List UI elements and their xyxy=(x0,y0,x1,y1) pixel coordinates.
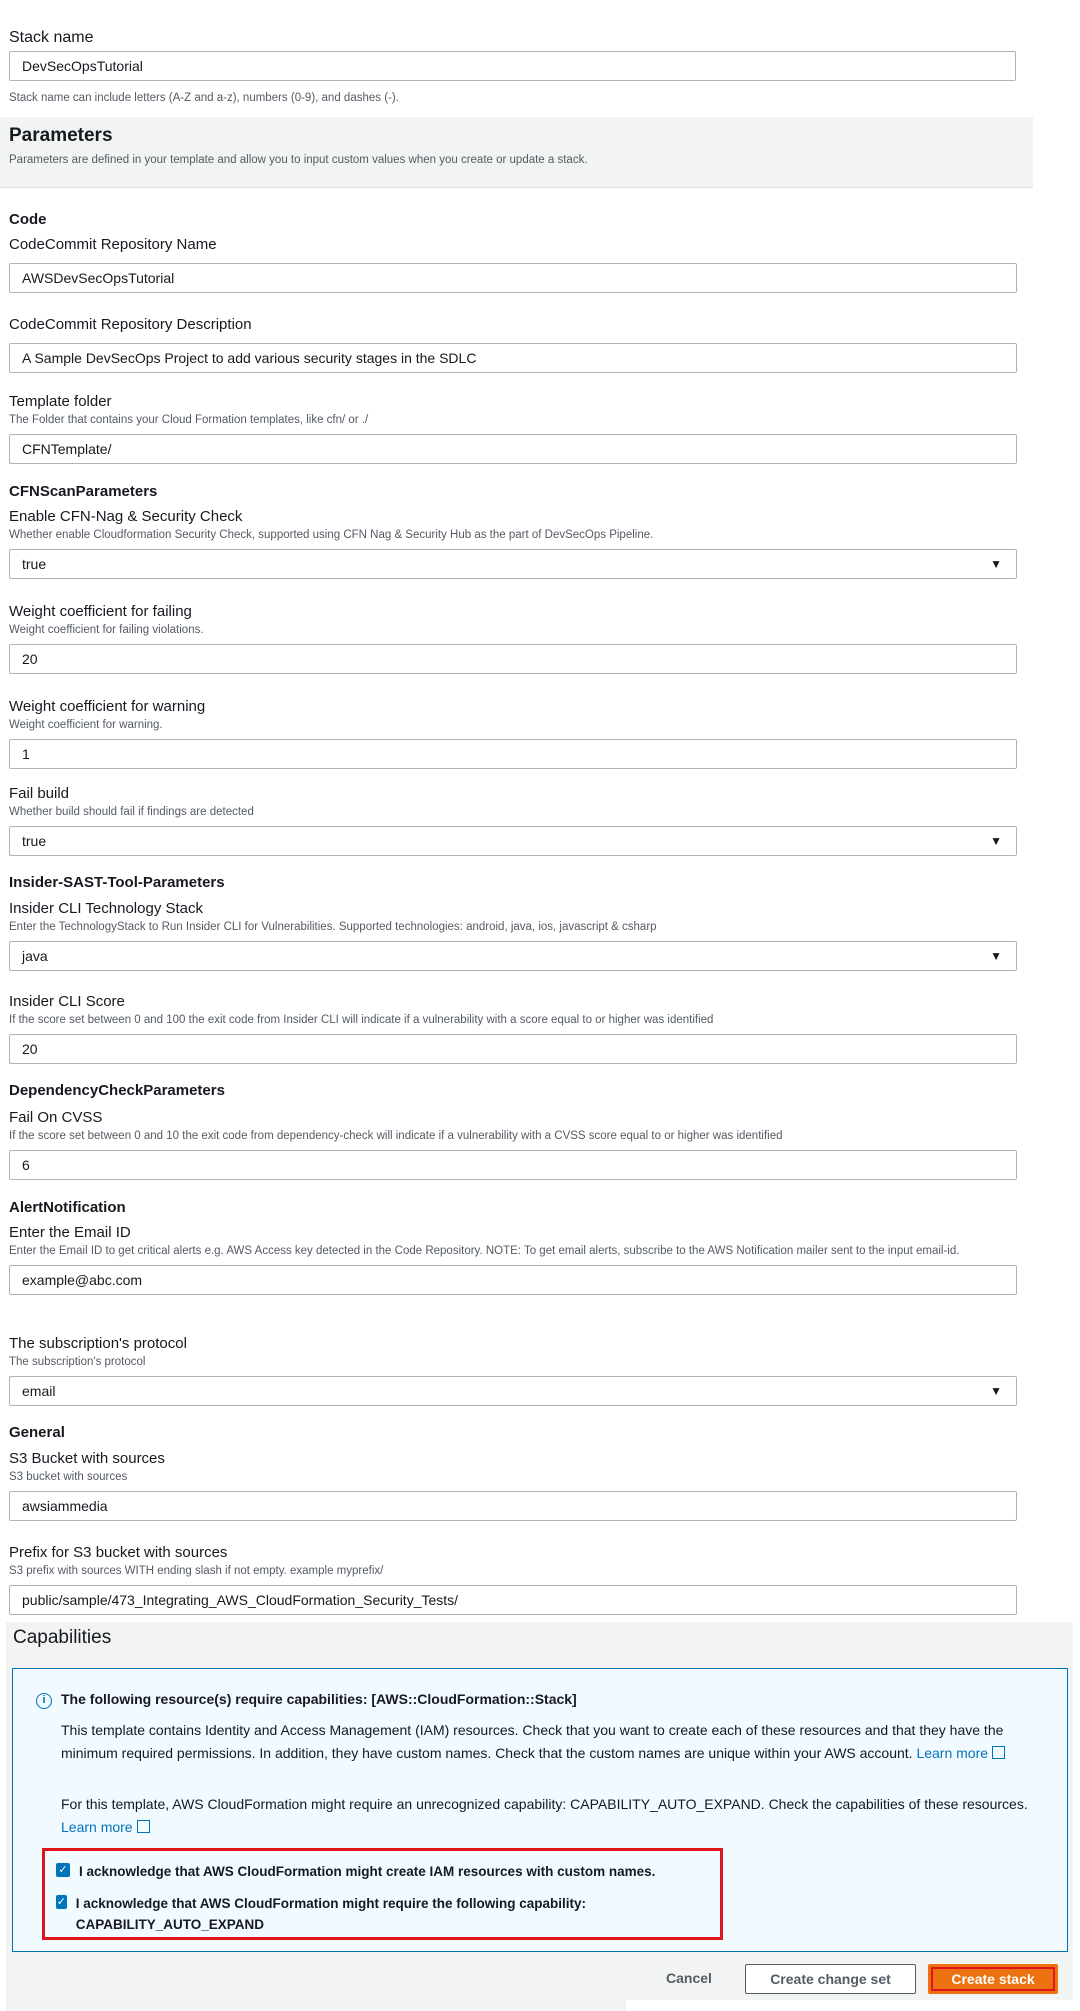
field-description: If the score set between 0 and 10 the exit code from dependency-check will indicate if a vulnerability with a CVSS score equal to or higher was identified xyxy=(9,1130,783,1142)
learn-more-link[interactable]: Learn more xyxy=(61,1819,133,1835)
acknowledgement-highlight xyxy=(42,1848,723,1940)
ack-iam-checkbox-row[interactable] xyxy=(56,1863,655,1880)
section-heading: AlertNotification xyxy=(9,1199,126,1216)
parameters-description: Parameters are defined in your template and allow you to input custom values when you create or update a stack. xyxy=(9,154,588,166)
field-description: The Folder that contains your Cloud Formation templates, like cfn/ or ./ xyxy=(9,414,369,426)
field-label: Fail On CVSS xyxy=(9,1109,103,1126)
field-select[interactable] xyxy=(9,826,1017,856)
capability-text: For this template, AWS CloudFormation might require an unrecognized capability: CAPABILITY_AUTO_EXPAND. Check the capabilities of these resources. xyxy=(61,1796,1028,1812)
field-input[interactable] xyxy=(9,1034,1017,1064)
section-heading: CFNScanParameters xyxy=(9,483,158,500)
field-select[interactable] xyxy=(9,1376,1017,1406)
field-select[interactable] xyxy=(9,941,1017,971)
caret-down-icon: ▼ xyxy=(990,1384,1002,1398)
iam-text: This template contains Identity and Access Management (IAM) resources. Check that you want to create each of these resources and that they have the minimum required permissions. In addition, they have custom names. Check that the custom names are unique within your AWS account. xyxy=(61,1722,1004,1761)
capabilities-panel xyxy=(6,1622,1073,2011)
stack-name-input[interactable]: DevSecOpsTutorial xyxy=(9,51,1016,81)
field-description: Whether build should fail if findings are detected xyxy=(9,806,254,818)
field-description: Weight coefficient for warning. xyxy=(9,719,163,731)
field-label: Insider CLI Score xyxy=(9,993,125,1010)
field-value: AWSDevSecOpsTutorial xyxy=(22,270,175,286)
form-field xyxy=(9,784,1017,856)
field-description: Enter the TechnologyStack to Run Insider CLI for Vulnerabilities. Supported technologies: android, java, ios, javascript & csharp xyxy=(9,921,657,933)
ack-iam-checkbox[interactable]: ✓ xyxy=(56,1863,70,1877)
form-field xyxy=(9,1108,1017,1180)
parameters-title: Parameters xyxy=(9,125,113,146)
form-field xyxy=(9,1543,1017,1615)
section-heading: Code xyxy=(9,211,47,228)
info-icon: i xyxy=(36,1693,52,1709)
section-heading: General xyxy=(9,1424,65,1441)
learn-more-link[interactable]: Learn more xyxy=(916,1745,989,1761)
capability-paragraph xyxy=(61,1793,1051,1839)
ack-iam-label: I acknowledge that AWS CloudFormation might create IAM resources with custom names. xyxy=(79,1864,656,1879)
stack-name-hint: Stack name can include letters (A-Z and a-z), numbers (0-9), and dashes (-). xyxy=(9,92,399,104)
form-field xyxy=(9,992,1017,1064)
field-input[interactable] xyxy=(9,644,1017,674)
field-input[interactable] xyxy=(9,1150,1017,1180)
field-input[interactable] xyxy=(9,434,1017,464)
field-description: Whether enable Cloudformation Security Check, supported using CFN Nag & Security Hub as the part of DevSecOps Pipeline. xyxy=(9,529,654,541)
form-field xyxy=(9,697,1017,769)
field-value: A Sample DevSecOps Project to add various security stages in the SDLC xyxy=(22,350,477,366)
field-description: The subscription's protocol xyxy=(9,1356,146,1368)
field-select[interactable] xyxy=(9,549,1017,579)
field-value: 20 xyxy=(22,651,38,667)
form-field xyxy=(9,1334,1017,1406)
field-value: awsiammedia xyxy=(22,1498,108,1514)
field-input[interactable] xyxy=(9,1265,1017,1295)
field-label: Template folder xyxy=(9,393,112,410)
field-input[interactable] xyxy=(9,263,1017,293)
create-stack-button[interactable]: Create stack xyxy=(928,1964,1058,1994)
field-value: example@abc.com xyxy=(22,1272,143,1288)
field-value: email xyxy=(22,1383,56,1399)
form-field xyxy=(9,315,1017,373)
field-value: 20 xyxy=(22,1041,38,1057)
field-label: Prefix for S3 bucket with sources xyxy=(9,1544,228,1561)
field-label: CodeCommit Repository Name xyxy=(9,236,217,253)
info-title: The following resource(s) require capabilities: [AWS::CloudFormation::Stack] xyxy=(61,1691,577,1707)
field-label: CodeCommit Repository Description xyxy=(9,316,252,333)
ack-autoexpand-checkbox-row[interactable] xyxy=(56,1895,616,1935)
field-value: java xyxy=(22,948,48,964)
section-heading: DependencyCheckParameters xyxy=(9,1082,225,1099)
field-value: true xyxy=(22,556,47,572)
field-label: Weight coefficient for warning xyxy=(9,698,206,715)
field-input[interactable] xyxy=(9,343,1017,373)
ack-autoexpand-checkbox[interactable]: ✓ xyxy=(56,1896,66,1908)
field-value: public/sample/473_Integrating_AWS_CloudFormation_Security_Tests/ xyxy=(22,1592,459,1608)
caret-down-icon: ▼ xyxy=(990,557,1002,571)
field-value: 6 xyxy=(22,1157,30,1173)
iam-paragraph xyxy=(61,1719,1051,1765)
field-label: The subscription's protocol xyxy=(9,1335,187,1352)
capabilities-info-box xyxy=(12,1668,1068,1952)
field-description: Enter the Email ID to get critical alerts e.g. AWS Access key detected in the Code Repository. NOTE: To get email alerts, subscribe to the AWS Notification mailer sent to the input email-id. xyxy=(9,1245,960,1257)
form-field xyxy=(9,1223,1017,1295)
field-input[interactable] xyxy=(9,1585,1017,1615)
cancel-button[interactable]: Cancel xyxy=(666,1970,712,1986)
field-label: S3 Bucket with sources xyxy=(9,1450,165,1467)
form-field xyxy=(9,235,1017,293)
stack-name-label: Stack name xyxy=(9,29,94,46)
field-description: Weight coefficient for failing violations. xyxy=(9,624,204,636)
field-label: Weight coefficient for failing xyxy=(9,603,192,620)
field-value: CFNTemplate/ xyxy=(22,441,112,457)
field-input[interactable] xyxy=(9,739,1017,769)
parameters-header xyxy=(0,117,1033,188)
form-field xyxy=(9,899,1017,971)
form-field xyxy=(9,602,1017,674)
caret-down-icon: ▼ xyxy=(990,949,1002,963)
field-description: If the score set between 0 and 100 the exit code from Insider CLI will indicate if a vulnerability with a score equal to or higher was identified xyxy=(9,1014,714,1026)
field-value: true xyxy=(22,833,47,849)
caret-down-icon: ▼ xyxy=(990,834,1002,848)
field-value: 1 xyxy=(22,746,30,762)
form-field xyxy=(9,392,1017,464)
field-input[interactable] xyxy=(9,1491,1017,1521)
create-change-set-button[interactable]: Create change set xyxy=(745,1964,916,1994)
external-link-icon xyxy=(992,1746,1005,1759)
field-label: Insider CLI Technology Stack xyxy=(9,900,203,917)
form-field xyxy=(9,507,1017,579)
capabilities-title: Capabilities xyxy=(13,1627,112,1648)
external-link-icon xyxy=(137,1820,150,1833)
section-heading: Insider-SAST-Tool-Parameters xyxy=(9,874,225,891)
field-label: Enter the Email ID xyxy=(9,1224,131,1241)
field-description: S3 prefix with sources WITH ending slash if not empty. example myprefix/ xyxy=(9,1565,384,1577)
field-label: Fail build xyxy=(9,785,70,802)
field-label: Enable CFN-Nag & Security Check xyxy=(9,508,243,525)
form-field xyxy=(9,1449,1017,1521)
field-description: S3 bucket with sources xyxy=(9,1471,128,1483)
ack-autoexpand-label: I acknowledge that AWS CloudFormation might require the following capability: CAPABILITY_AUTO_EXPAND xyxy=(75,1896,587,1932)
